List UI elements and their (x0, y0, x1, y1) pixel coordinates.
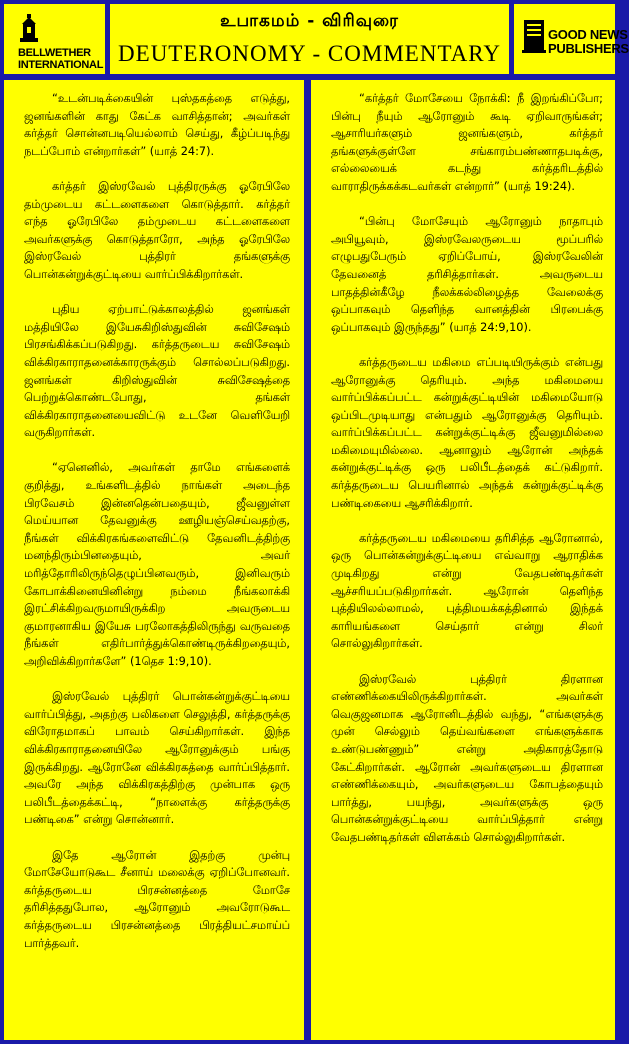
book-icon (522, 18, 546, 54)
paragraph: “பின்பு மோசேயும் ஆரோனும் நாதாபும் அபியூவும், இஸ்ரவேலருடைய மூப்பரில் எழுபதுபேரும் ஏறிப்போய், இஸ்ரவேலின் தேவனைத் தரிசித்தார்கள். அவருடைய பாதத்தின்கீழே நீலக்கல்லிழைத்த வேலைக்கு ஒப்பாகவும் தெளிந்த வானத்தின் பிரபைக்கு ஒப்பாகவும் இருந்தது” (யாத் 24:9,10). (331, 215, 603, 334)
logo-line2: INTERNATIONAL (18, 59, 104, 71)
paragraph: கர்த்தர் இஸ்ரவேல் புத்திரருக்கு ஓரேபிலே தம்முடைய கட்டளைகளை கொடுத்தார். கர்த்தர் எந்த ஓரேபிலே தம்முடைய கட்டளைகளை அவர்களுக்கு கொடுத்தாரோ, அந்த ஓரேபிலே இஸ்ரவேல் புத்திரர் தங்களுக்கு பொன்கன்றுக்குட்டியை வார்ப்பிக்கிறார்கள். (24, 179, 290, 281)
paragraph: கர்த்தருடைய மகிமையை தரிசித்த ஆரோனால், ஒரு பொன்கன்றுக்குட்டியை எவ்வாறு ஆராதிக்க முடிகிறது என்று வேதபண்டிதர்கள் ஆச்சரியப்படுகிறார்கள். ஆரோன் தெளிந்த புத்தியிலல்லாமல், புத்திமயக்கத்தினால் இந்தக் காரியங்களை செய்தார் என்று சிலர் சொல்லுகிறார்கள். (331, 531, 603, 651)
bellwether-logo (4, 4, 105, 74)
title-panel (110, 4, 509, 74)
paragraph: புதிய ஏற்பாட்டுக்காலத்தில் ஜனங்கள் மத்தியிலே இயேசுகிறிஸ்துவின் சுவிசேஷம் பிரசங்கிக்கப்படுகிறது. கர்த்தருடைய சுவிசேஷம் விக்கிரகாராதனைக்காரருக்கும் சொல்லப்படுகிறது. ஜனங்கள் கிறிஸ்துவின் சுவிசேஷத்தை பெற்றுக்கொண்டபோது, தங்கள் விக்கிரகாராதனையைவிட்டு உடனே வெளியேறி வருகிறார்கள். (24, 303, 290, 440)
title-tamil: உபாகமம் - விரிவுரை (220, 11, 399, 31)
paragraph: இஸ்ரவேல் புத்திரர் திரளான எண்ணிக்கையிலிருக்கிறார்கள். அவர்கள் வெகுஜனமாக ஆரோனிடத்தில் வந்து, “எங்களுக்கு முன் செல்லும் தெய்வங்களை எங்களுக்காக உண்டுபண்ணும்” என்று அதிகாரத்தோடு கேட்கிறார்கள். ஆரோன் அவர்களுடைய திரளான எண்ணிக்கையும், அவர்களுடைய கோபத்தையும் பார்த்து, பயந்து, அவர்களுக்கு ஒரு பொன்கன்றுக்குட்டியை வார்ப்பித்தார் என்று வேதபண்டிதர்கள் விளக்கம் சொல்லுகிறார்கள். (331, 672, 603, 844)
paragraph: “ஏனெனில், அவர்கள் தாமே எங்களைக் குறித்து, உங்களிடத்தில் நாங்கள் அடைந்த பிரவேசம் இன்னதென்பதையும், ஜீவனுள்ள மெய்யான தேவனுக்கு ஊழியஞ்செய்வதற்கு, நீங்கள் விக்கிரகங்களைவிட்டு தேவனிடத்திற்கு மனந்திரும்பினதையும், அவர் மரித்தோரிலிருந்தெழுப்பினவரும், இனிவரும் கோபாக்கினையினின்று நம்மை நீங்கலாக்கி இரட்சிக்கிறவருமாயிருக்கிற அவருடைய குமாரனாகிய இயேசு பரலோகத்திலிருந்து வருவதை நீங்கள் எதிர்பார்த்துக்கொண்டிருக்கிறதையும், அறிவிக்கிறார்களே” (1தெச 1:9,10). (24, 461, 290, 668)
bell-tower-icon (18, 14, 40, 44)
good-news-logo (514, 4, 629, 74)
paragraph: கர்த்தருடைய மகிமை எப்படியிருக்கும் என்பது ஆரோனுக்கு தெரியும். அந்த மகிமையை வார்ப்பிக்கப்பட்ட கன்றுக்குட்டியின் மகிமையோடு ஒப்பிடமுடியாது என்பதும் ஆரோனுக்கு தெரியும். வார்ப்பிக்கப்பட்ட கன்றுக்குட்டிக்கு ஜீவனுமில்லை மகிமையுமில்லை. ஆனாலும் ஆரோன் அந்தக் கன்றுக்குட்டிக்கு ஒரு பலிபீடத்தைக் கட்டுகிறார். கர்த்தருடைய பெயரினால் அந்தக் கன்றுக்குட்டிக்கு பண்டிகையை ஆசரிக்கிறார். (331, 355, 603, 510)
paragraph: “உடன்படிக்கையின் புஸ்தகத்தை எடுத்து, ஜனங்களின் காது கேட்க வாசித்தான்; அவர்கள் கர்த்தர் சொன்னபடியெல்லாம் செய்து, கீழ்ப்படிந்து நடப்போம் என்றார்கள்” (யாத் 24:7). (24, 92, 290, 158)
paragraph: இஸ்ரவேல் புத்திரர் பொன்கன்றுக்குட்டியை வார்ப்பித்து, அதற்கு பலிகளை செலுத்தி, கர்த்தருக்கு விரோதமாகப் பாவம் செய்கிறார்கள். இந்த விக்கிரகாராதனையிலே ஆரோனுக்கும் பங்கு இருக்கிறது. ஆரோனே விக்கிரகத்தை வார்ப்பித்தார். அவரே அந்த விக்கிரகத்திற்கு முன்பாக ஒரு பலிபீடத்தைக்கட்டி, “நாளைக்கு கர்த்தருக்கு பண்டிகை” என்று சொன்னார். (24, 690, 290, 827)
right-column (311, 80, 615, 1040)
paragraph: “கர்த்தர் மோசேயை நோக்கி: நீ இறங்கிப்போ; பின்பு நீயும் ஆரோனும் கூடி ஏறிவாருங்கள்; ஆசாரியர்களும் ஜனங்களும், கர்த்தர் தங்களுக்குள்ளே சங்காரம்பண்ணாதபடிக்கு, எல்லையைக் கடந்து கர்த்தரிடத்தில் வாராதிருக்கக்கடவர்கள் என்றார்” (யாத் 19:24). (331, 92, 603, 193)
left-column (4, 80, 304, 1040)
logo-line2: PUBLISHERS (548, 41, 629, 56)
logo-line1: BELLWETHER (18, 47, 91, 59)
paragraph: இதே ஆரோன் இதற்கு முன்பு மோசேயோடுகூட சீனாய் மலைக்கு ஏறிப்போனவர். கர்த்தருடைய பிரசன்னத்தை மோசே தரிசித்ததுபோல, ஆரோனும் அவரோடுகூட கர்த்தருடைய பிரசன்னத்தை பிரத்தியட்சமாய்ப் பார்த்தவர். (24, 848, 290, 950)
title-english: DEUTERONOMY - COMMENTARY (118, 41, 501, 66)
logo-line1: GOOD NEWS (548, 27, 628, 42)
